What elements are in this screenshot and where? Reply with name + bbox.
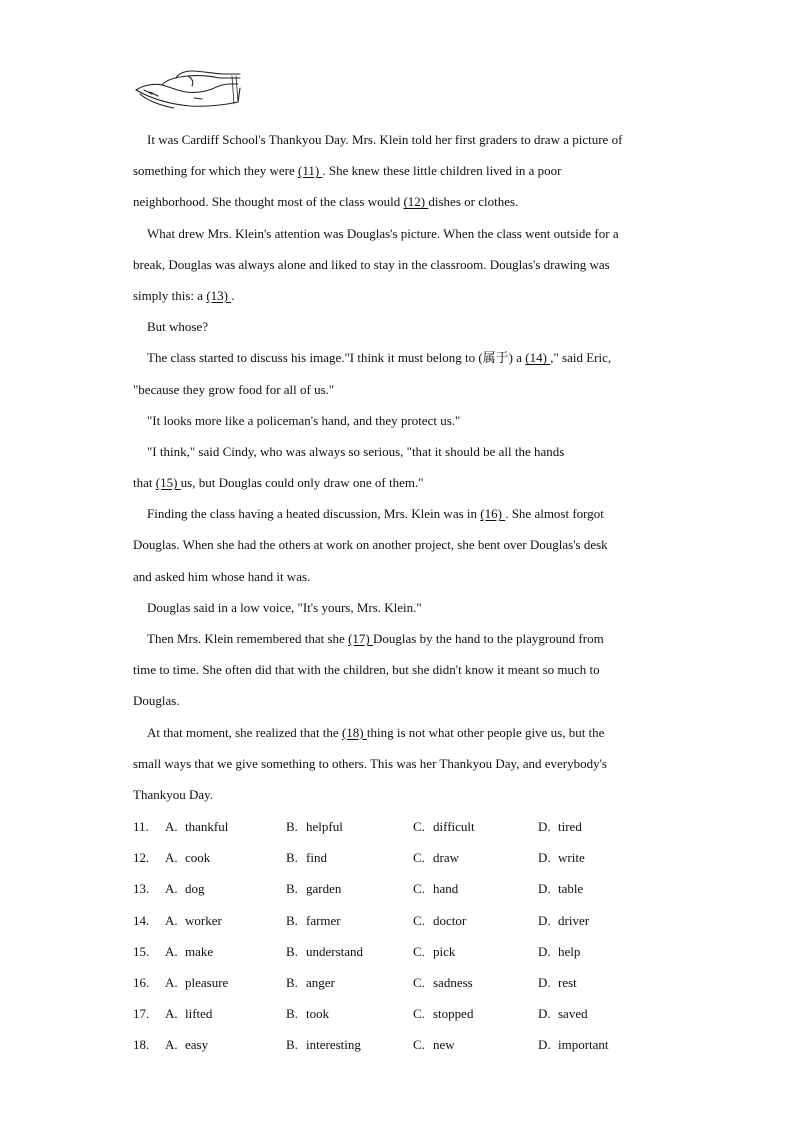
question-row xyxy=(133,811,673,842)
passage-line xyxy=(133,748,673,779)
option-letter: B. xyxy=(286,1037,298,1053)
question-number: 13. xyxy=(133,881,150,897)
answer-option[interactable] xyxy=(413,967,473,998)
answer-option[interactable] xyxy=(286,811,343,842)
option-letter: D. xyxy=(538,881,551,897)
passage-text: neighborhood. She thought most of the class would xyxy=(133,194,404,210)
question-row xyxy=(133,967,673,998)
option-text: helpful xyxy=(306,819,343,834)
answer-blank: (16) xyxy=(480,506,506,522)
option-text: new xyxy=(433,1037,455,1053)
answer-option[interactable] xyxy=(286,842,327,873)
option-letter: A. xyxy=(165,881,178,897)
option-text: rest xyxy=(558,974,577,990)
reading-passage xyxy=(133,124,673,810)
answer-blank: (15) xyxy=(155,475,181,491)
option-letter: B. xyxy=(286,881,298,897)
passage-line xyxy=(133,374,673,405)
answer-option[interactable] xyxy=(538,873,583,904)
option-text: easy xyxy=(185,1037,209,1053)
option-letter: B. xyxy=(286,850,298,866)
option-text: find xyxy=(306,850,327,866)
answer-option[interactable] xyxy=(538,811,582,842)
option-text: table xyxy=(558,881,584,897)
passage-line xyxy=(133,155,673,186)
answer-option[interactable] xyxy=(165,936,213,967)
option-letter: B. xyxy=(286,943,298,959)
passage-text: that xyxy=(133,475,156,491)
option-text: help xyxy=(558,943,581,959)
answer-option[interactable] xyxy=(538,998,588,1029)
answer-option[interactable] xyxy=(413,998,473,1029)
option-letter: D. xyxy=(538,1037,551,1053)
answer-blank: (13) xyxy=(206,287,232,303)
answer-blank: (11) xyxy=(297,163,323,179)
passage-text: What drew Mrs. Klein's attention was Douglas's picture. When the class went outside for a xyxy=(147,225,619,241)
answer-option[interactable] xyxy=(165,873,205,904)
option-letter: A. xyxy=(165,974,178,990)
option-letter: C. xyxy=(413,1006,425,1022)
question-number: 11. xyxy=(133,819,149,834)
passage-line xyxy=(133,717,673,748)
option-letter: C. xyxy=(413,1037,425,1053)
passage-line xyxy=(133,311,673,342)
option-text: lifted xyxy=(185,1006,213,1022)
passage-text: something for which they were xyxy=(133,163,298,179)
option-text: took xyxy=(306,1006,330,1022)
option-text: pick xyxy=(433,943,456,959)
answer-option[interactable] xyxy=(413,905,466,936)
answer-blank: (17) xyxy=(348,631,373,646)
option-letter: A. xyxy=(165,819,178,834)
answer-options xyxy=(133,811,673,1061)
passage-text: small ways that we give something to others. This was her Thankyou Day, and everybody's xyxy=(133,755,607,771)
passage-text: . She knew these little children lived in a poor xyxy=(322,163,562,179)
passage-line xyxy=(133,342,673,373)
answer-option[interactable] xyxy=(413,873,458,904)
open-hand-icon xyxy=(132,68,244,112)
passage-line xyxy=(133,436,673,467)
answer-option[interactable] xyxy=(165,811,228,842)
answer-option[interactable] xyxy=(286,967,335,998)
passage-text: thing is not what other people give us, but the xyxy=(366,724,605,740)
passage-text: But whose? xyxy=(147,319,209,335)
answer-option[interactable] xyxy=(165,905,222,936)
passage-text: Douglas said in a low voice, "It's yours, Mrs. Klein." xyxy=(147,599,422,615)
answer-option[interactable] xyxy=(538,842,585,873)
option-text: cook xyxy=(185,850,211,866)
passage-text: dishes or clothes. xyxy=(428,194,519,210)
passage-text: us, but Douglas could only draw one of them." xyxy=(180,475,424,491)
passage-text: Douglas. xyxy=(133,693,180,709)
passage-text: Then Mrs. Klein remembered that she xyxy=(147,631,349,646)
passage-line xyxy=(133,218,673,249)
passage-line xyxy=(133,529,673,560)
question-row xyxy=(133,998,673,1029)
answer-option[interactable] xyxy=(413,811,475,842)
option-letter: C. xyxy=(413,912,425,928)
option-text: stopped xyxy=(433,1006,474,1022)
question-number: 16. xyxy=(133,974,150,990)
answer-option[interactable] xyxy=(538,905,589,936)
answer-option[interactable] xyxy=(286,873,341,904)
option-letter: D. xyxy=(538,850,551,866)
answer-option[interactable] xyxy=(286,998,329,1029)
question-number: 15. xyxy=(133,943,150,959)
passage-line xyxy=(133,623,673,654)
option-text: dog xyxy=(185,881,205,897)
question-number: 12. xyxy=(133,850,150,866)
question-number: 17. xyxy=(133,1006,150,1022)
option-letter: A. xyxy=(165,943,178,959)
option-text: driver xyxy=(558,912,590,928)
option-text: interesting xyxy=(306,1037,361,1053)
option-text: make xyxy=(185,943,214,959)
passage-line xyxy=(133,592,673,623)
option-letter: D. xyxy=(538,819,551,834)
option-text: saved xyxy=(558,1006,588,1022)
answer-option[interactable] xyxy=(286,936,363,967)
passage-line xyxy=(133,124,673,155)
passage-text: ," said Eric, xyxy=(550,350,612,366)
option-text: pleasure xyxy=(185,974,229,990)
passage-text: The class started to discuss his image."I think it must belong to (属于) a xyxy=(147,350,526,366)
option-text: garden xyxy=(306,881,342,897)
answer-option[interactable] xyxy=(165,967,228,998)
question-row xyxy=(133,1029,673,1060)
passage-text: At that moment, she realized that the xyxy=(147,724,342,740)
option-letter: C. xyxy=(413,819,425,834)
option-letter: A. xyxy=(165,850,178,866)
option-letter: C. xyxy=(413,850,425,866)
option-letter: D. xyxy=(538,974,551,990)
answer-option[interactable] xyxy=(413,842,459,873)
answer-option[interactable] xyxy=(286,1029,361,1060)
passage-text: Douglas by the hand to the playground from xyxy=(373,631,604,646)
passage-text: Finding the class having a heated discussion, Mrs. Klein was in xyxy=(147,506,481,522)
answer-blank: (12) xyxy=(403,194,429,210)
option-letter: A. xyxy=(165,1037,178,1053)
option-letter: A. xyxy=(165,912,178,928)
passage-text: . xyxy=(231,287,235,303)
passage-line xyxy=(133,467,673,498)
answer-option[interactable] xyxy=(538,967,577,998)
passage-text: . She almost forgot xyxy=(505,506,604,522)
answer-option[interactable] xyxy=(165,998,212,1029)
answer-blank: (18) xyxy=(341,724,367,740)
option-letter: C. xyxy=(413,974,425,990)
answer-option[interactable] xyxy=(538,1029,609,1060)
option-letter: D. xyxy=(538,1006,551,1022)
passage-line xyxy=(133,249,673,280)
option-letter: D. xyxy=(538,943,551,959)
question-number: 18. xyxy=(133,1037,150,1053)
passage-line xyxy=(133,498,673,529)
answer-option[interactable] xyxy=(165,842,210,873)
option-letter: C. xyxy=(413,943,425,959)
option-letter: B. xyxy=(286,912,298,928)
passage-text: Douglas. When she had the others at work on another project, she bent over Douglas's desk xyxy=(133,537,608,553)
question-number: 14. xyxy=(133,912,150,928)
option-text: thankful xyxy=(185,819,229,834)
passage-line xyxy=(133,685,673,716)
answer-option[interactable] xyxy=(165,1029,208,1060)
option-letter: B. xyxy=(286,974,298,990)
option-letter: C. xyxy=(413,881,425,897)
passage-line xyxy=(133,280,673,311)
option-letter: D. xyxy=(538,912,551,928)
answer-option[interactable] xyxy=(413,936,455,967)
passage-line xyxy=(133,561,673,592)
passage-text: break, Douglas was always alone and liked to stay in the classroom. Douglas's drawing was xyxy=(133,256,610,272)
answer-option[interactable] xyxy=(538,936,580,967)
answer-blank: (14) xyxy=(525,350,551,366)
option-text: tired xyxy=(558,819,582,834)
passage-text: "It looks more like a policeman's hand, and they protect us." xyxy=(147,412,461,428)
option-text: worker xyxy=(185,912,222,928)
passage-text: and asked him whose hand it was. xyxy=(133,568,311,584)
option-text: hand xyxy=(433,881,459,897)
option-text: important xyxy=(558,1037,609,1053)
option-text: doctor xyxy=(433,912,467,928)
passage-text: "I think," said Cindy, who was always so serious, "that it should be all the hands xyxy=(147,443,565,459)
option-text: understand xyxy=(306,943,364,959)
question-row xyxy=(133,873,673,904)
passage-text: Thankyou Day. xyxy=(133,786,214,802)
passage-line xyxy=(133,654,673,685)
option-text: write xyxy=(558,850,585,866)
passage-line xyxy=(133,779,673,810)
passage-line xyxy=(133,186,673,217)
question-row xyxy=(133,936,673,967)
option-text: farmer xyxy=(306,912,341,928)
option-text: anger xyxy=(306,974,335,990)
passage-text: time to time. She often did that with the children, but she didn't know it meant so much to xyxy=(133,662,600,678)
passage-text: "because they grow food for all of us." xyxy=(133,381,335,397)
passage-text: simply this: a xyxy=(133,287,207,303)
question-row xyxy=(133,905,673,936)
question-row xyxy=(133,842,673,873)
passage-text: It was Cardiff School's Thankyou Day. Mrs. Klein told her first graders to draw a picture of xyxy=(147,132,623,147)
option-text: draw xyxy=(433,850,459,866)
answer-option[interactable] xyxy=(413,1029,455,1060)
option-letter: A. xyxy=(165,1006,178,1022)
option-letter: B. xyxy=(286,1006,298,1022)
option-text: sadness xyxy=(433,974,473,990)
answer-option[interactable] xyxy=(286,905,341,936)
option-letter: B. xyxy=(286,819,298,834)
passage-line xyxy=(133,405,673,436)
option-text: difficult xyxy=(433,819,475,834)
